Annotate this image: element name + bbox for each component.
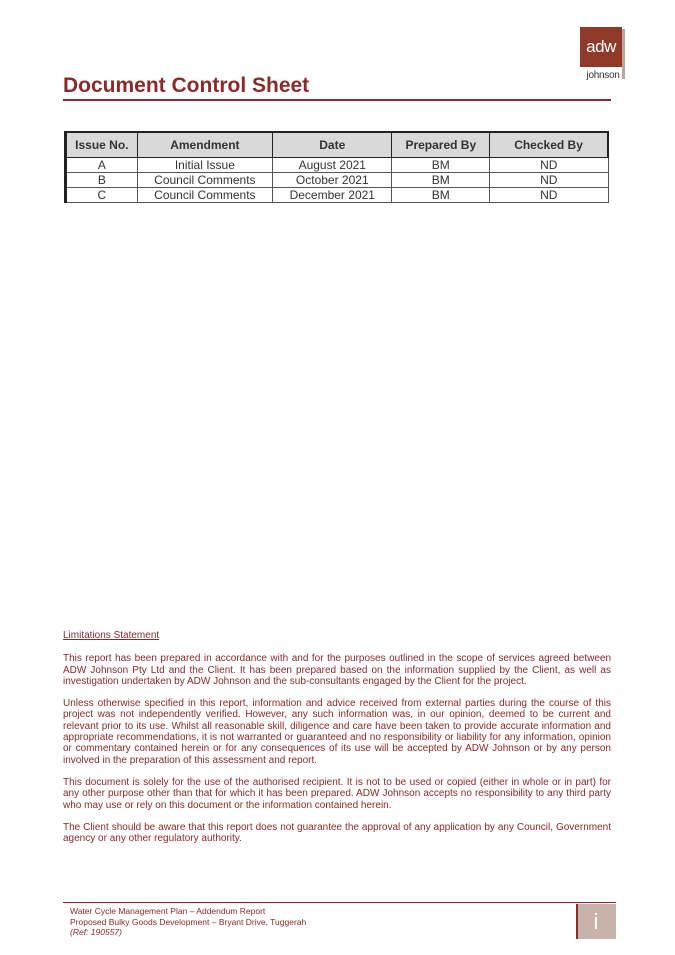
table-header-row [66, 132, 609, 158]
cell-checked-by: ND [490, 188, 608, 203]
limitations-statement [63, 630, 611, 855]
footer-reference: (Ref: 190557) [70, 927, 122, 937]
cell-prepared-by: BM [392, 173, 490, 188]
page-number: i [576, 904, 616, 939]
footer-divider [63, 902, 616, 903]
cell-issue-no: C [66, 188, 138, 203]
header-amendment: Amendment [137, 132, 272, 158]
logo-wordmark: johnson [586, 70, 620, 81]
limitations-paragraph: This document is solely for the use of the authorised recipient. It is not to be used or copied (either in whole or in part) for any other purpose other than that for which it has been prepared. ADW Johnson accepts no responsibility to any third party who may use or rely on this document or the information contained herein. [63, 776, 611, 811]
limitations-paragraph: The Client should be aware that this report does not guarantee the approval of any application by any Council, Government agency or any other regulatory authority. [63, 821, 611, 845]
header-issue-no: Issue No. [66, 132, 138, 158]
limitations-heading: Limitations Statement [63, 630, 160, 641]
cell-issue-no: A [66, 158, 138, 173]
footer-text [70, 906, 306, 938]
cell-checked-by: ND [490, 173, 608, 188]
cell-checked-by: ND [490, 158, 608, 173]
cell-prepared-by: BM [392, 158, 490, 173]
header-date: Date [273, 132, 392, 158]
cell-amendment: Council Comments [137, 173, 272, 188]
title-divider [63, 99, 611, 101]
cell-amendment: Initial Issue [137, 158, 272, 173]
cell-issue-no: B [66, 173, 138, 188]
adw-johnson-logo [580, 27, 626, 85]
logo-mark: adw [580, 27, 622, 67]
limitations-paragraph: This report has been prepared in accordance with and for the purposes outlined in the scope of services agreed between ADW Johnson Pty Ltd and the Client. It has been prepared based on the information supplied by the Client, as well as investigation undertaken by ADW Johnson and the sub-consultants engaged by the Client for the project. [63, 653, 611, 687]
cell-amendment: Council Comments [137, 188, 272, 203]
header-prepared-by: Prepared By [392, 132, 490, 158]
table-row [66, 188, 609, 203]
table-row [66, 158, 609, 173]
footer-report-title: Water Cycle Management Plan – Addendum Report [70, 906, 266, 916]
cell-prepared-by: BM [392, 188, 490, 203]
cell-date: December 2021 [273, 188, 392, 203]
footer-project: Proposed Bulky Goods Development – Bryant Drive, Tuggerah [70, 916, 307, 927]
cell-date: October 2021 [273, 173, 392, 188]
limitations-paragraph: Unless otherwise specified in this report, information and advice received from external parties during the course of this project was not independently verified. However, any such information was, in our opinion, deemed to be current and relevant prior to its use. Whilst all reasonable skill, diligence and care have been taken to provide accurate information and appropriate recommendations, it is not warranted or guaranteed and no responsibility or liability for any information, opinion or commentary contained herein or for any consequences of its use will be accepted by ADW Johnson or by any person involved in the preparation of this assessment and report. [63, 698, 611, 766]
document-control-table [64, 131, 609, 203]
cell-date: August 2021 [273, 158, 392, 173]
header-checked-by: Checked By [490, 132, 608, 158]
page-title: Document Control Sheet [63, 74, 310, 97]
table-row [66, 173, 609, 188]
